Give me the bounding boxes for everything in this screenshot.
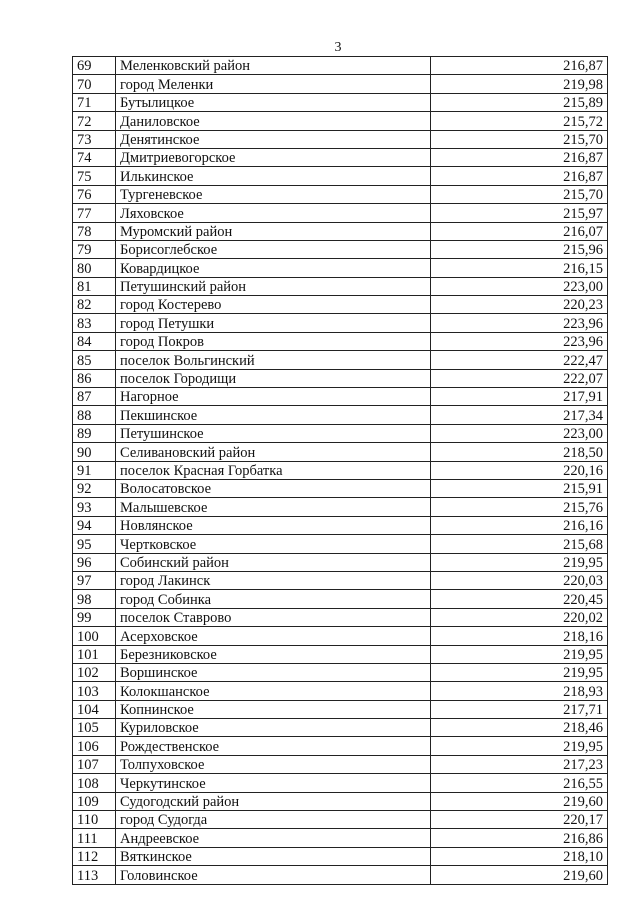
municipality-name-cell: Петушинское — [116, 424, 431, 442]
value-cell: 215,70 — [431, 185, 608, 203]
table-row — [73, 57, 608, 75]
value-cell: 220,16 — [431, 461, 608, 479]
value-cell: 220,23 — [431, 296, 608, 314]
table-row — [73, 277, 608, 295]
municipality-name-cell: поселок Ставрово — [116, 608, 431, 626]
value-cell: 223,96 — [431, 314, 608, 332]
municipality-name-cell: Илькинское — [116, 167, 431, 185]
row-number-cell: 104 — [73, 700, 116, 718]
value-cell: 217,34 — [431, 406, 608, 424]
value-cell: 219,95 — [431, 663, 608, 681]
row-number-cell: 70 — [73, 75, 116, 93]
table-row — [73, 719, 608, 737]
value-cell: 219,95 — [431, 737, 608, 755]
table-row — [73, 479, 608, 497]
table-row — [73, 571, 608, 589]
row-number-cell: 77 — [73, 204, 116, 222]
row-number-cell: 82 — [73, 296, 116, 314]
municipality-name-cell: Копнинское — [116, 700, 431, 718]
table-row — [73, 498, 608, 516]
municipality-name-cell: Андреевское — [116, 829, 431, 847]
value-cell: 216,16 — [431, 516, 608, 534]
row-number-cell: 113 — [73, 866, 116, 884]
value-cell: 220,03 — [431, 571, 608, 589]
table-row — [73, 112, 608, 130]
value-cell: 217,91 — [431, 388, 608, 406]
municipality-name-cell: Чертковское — [116, 535, 431, 553]
row-number-cell: 110 — [73, 811, 116, 829]
table-row — [73, 461, 608, 479]
value-cell: 219,95 — [431, 553, 608, 571]
row-number-cell: 96 — [73, 553, 116, 571]
table-row — [73, 847, 608, 865]
table-row — [73, 737, 608, 755]
row-number-cell: 105 — [73, 719, 116, 737]
table-row — [73, 792, 608, 810]
table-row — [73, 645, 608, 663]
municipality-name-cell: Борисоглебское — [116, 240, 431, 258]
value-cell: 220,02 — [431, 608, 608, 626]
value-cell: 219,95 — [431, 645, 608, 663]
row-number-cell: 103 — [73, 682, 116, 700]
value-cell: 216,87 — [431, 167, 608, 185]
table-row — [73, 608, 608, 626]
table-row — [73, 811, 608, 829]
row-number-cell: 73 — [73, 130, 116, 148]
row-number-cell: 89 — [73, 424, 116, 442]
row-number-cell: 107 — [73, 755, 116, 773]
municipality-name-cell: Меленковский район — [116, 57, 431, 75]
table-row — [73, 75, 608, 93]
value-cell: 218,16 — [431, 627, 608, 645]
row-number-cell: 99 — [73, 608, 116, 626]
municipality-name-cell: Денятинское — [116, 130, 431, 148]
value-cell: 218,50 — [431, 443, 608, 461]
table-row — [73, 296, 608, 314]
municipality-name-cell: Селивановский район — [116, 443, 431, 461]
value-cell: 218,93 — [431, 682, 608, 700]
municipality-name-cell: Колокшанское — [116, 682, 431, 700]
table-row — [73, 774, 608, 792]
municipality-name-cell: город Собинка — [116, 590, 431, 608]
value-cell: 222,07 — [431, 369, 608, 387]
row-number-cell: 87 — [73, 388, 116, 406]
page-number: 3 — [334, 40, 342, 55]
row-number-cell: 72 — [73, 112, 116, 130]
table-row — [73, 516, 608, 534]
value-cell: 216,07 — [431, 222, 608, 240]
row-number-cell: 95 — [73, 535, 116, 553]
municipality-name-cell: Петушинский район — [116, 277, 431, 295]
value-cell: 215,96 — [431, 240, 608, 258]
table-row — [73, 663, 608, 681]
municipality-name-cell: Воршинское — [116, 663, 431, 681]
municipality-name-cell: Судогодский район — [116, 792, 431, 810]
row-number-cell: 101 — [73, 645, 116, 663]
municipality-name-cell: Ковардицкое — [116, 259, 431, 277]
row-number-cell: 86 — [73, 369, 116, 387]
table-row — [73, 829, 608, 847]
value-cell: 215,89 — [431, 93, 608, 111]
table-row — [73, 369, 608, 387]
row-number-cell: 100 — [73, 627, 116, 645]
municipality-name-cell: город Судогда — [116, 811, 431, 829]
municipality-name-cell: Муромский район — [116, 222, 431, 240]
row-number-cell: 88 — [73, 406, 116, 424]
value-cell: 216,87 — [431, 148, 608, 166]
value-cell: 220,45 — [431, 590, 608, 608]
row-number-cell: 74 — [73, 148, 116, 166]
value-cell: 215,68 — [431, 535, 608, 553]
municipality-name-cell: город Лакинск — [116, 571, 431, 589]
row-number-cell: 90 — [73, 443, 116, 461]
row-number-cell: 83 — [73, 314, 116, 332]
row-number-cell: 102 — [73, 663, 116, 681]
row-number-cell: 93 — [73, 498, 116, 516]
row-number-cell: 84 — [73, 332, 116, 350]
table-row — [73, 700, 608, 718]
row-number-cell: 78 — [73, 222, 116, 240]
municipality-name-cell: Малышевское — [116, 498, 431, 516]
row-number-cell: 108 — [73, 774, 116, 792]
table-row — [73, 204, 608, 222]
value-cell: 218,46 — [431, 719, 608, 737]
row-number-cell: 79 — [73, 240, 116, 258]
municipality-name-cell: Черкутинское — [116, 774, 431, 792]
value-cell: 223,00 — [431, 277, 608, 295]
table-row — [73, 130, 608, 148]
municipality-name-cell: Асерховское — [116, 627, 431, 645]
value-cell: 215,91 — [431, 479, 608, 497]
row-number-cell: 112 — [73, 847, 116, 865]
value-cell: 215,70 — [431, 130, 608, 148]
value-cell: 216,86 — [431, 829, 608, 847]
table-row — [73, 388, 608, 406]
table-row — [73, 93, 608, 111]
table-row — [73, 627, 608, 645]
value-cell: 215,97 — [431, 204, 608, 222]
municipality-name-cell: Рождественское — [116, 737, 431, 755]
table-row — [73, 590, 608, 608]
data-table — [72, 56, 608, 885]
municipality-name-cell: город Петушки — [116, 314, 431, 332]
municipality-name-cell: Бутылицкое — [116, 93, 431, 111]
table-row — [73, 222, 608, 240]
municipality-name-cell: Березниковское — [116, 645, 431, 663]
municipality-name-cell: Куриловское — [116, 719, 431, 737]
row-number-cell: 98 — [73, 590, 116, 608]
value-cell: 215,72 — [431, 112, 608, 130]
table-row — [73, 148, 608, 166]
value-cell: 220,17 — [431, 811, 608, 829]
municipality-name-cell: Волосатовское — [116, 479, 431, 497]
row-number-cell: 69 — [73, 57, 116, 75]
table-row — [73, 866, 608, 884]
row-number-cell: 81 — [73, 277, 116, 295]
row-number-cell: 92 — [73, 479, 116, 497]
municipality-name-cell: Новлянское — [116, 516, 431, 534]
table-row — [73, 314, 608, 332]
value-cell: 219,60 — [431, 866, 608, 884]
municipality-name-cell: Нагорное — [116, 388, 431, 406]
table-row — [73, 553, 608, 571]
value-cell: 217,71 — [431, 700, 608, 718]
table-row — [73, 424, 608, 442]
value-cell: 219,60 — [431, 792, 608, 810]
table-row — [73, 332, 608, 350]
municipality-name-cell: Толпуховское — [116, 755, 431, 773]
value-cell: 215,76 — [431, 498, 608, 516]
municipality-name-cell: Дмитриевогорское — [116, 148, 431, 166]
table-row — [73, 351, 608, 369]
table-row — [73, 755, 608, 773]
value-cell: 216,15 — [431, 259, 608, 277]
row-number-cell: 94 — [73, 516, 116, 534]
row-number-cell: 111 — [73, 829, 116, 847]
row-number-cell: 106 — [73, 737, 116, 755]
municipality-name-cell: Головинское — [116, 866, 431, 884]
municipality-name-cell: Тургеневское — [116, 185, 431, 203]
value-cell: 222,47 — [431, 351, 608, 369]
table-row — [73, 167, 608, 185]
municipality-name-cell: Даниловское — [116, 112, 431, 130]
municipality-name-cell: город Покров — [116, 332, 431, 350]
value-cell: 216,87 — [431, 57, 608, 75]
table-row — [73, 406, 608, 424]
municipality-name-cell: поселок Красная Горбатка — [116, 461, 431, 479]
table-row — [73, 682, 608, 700]
table-body — [73, 57, 608, 885]
municipality-name-cell: Пекшинское — [116, 406, 431, 424]
value-cell: 218,10 — [431, 847, 608, 865]
row-number-cell: 91 — [73, 461, 116, 479]
row-number-cell: 71 — [73, 93, 116, 111]
value-cell: 217,23 — [431, 755, 608, 773]
municipality-name-cell: поселок Городищи — [116, 369, 431, 387]
municipality-name-cell: поселок Вольгинский — [116, 351, 431, 369]
row-number-cell: 76 — [73, 185, 116, 203]
row-number-cell: 97 — [73, 571, 116, 589]
row-number-cell: 85 — [73, 351, 116, 369]
row-number-cell: 75 — [73, 167, 116, 185]
table-row — [73, 443, 608, 461]
value-cell: 223,96 — [431, 332, 608, 350]
municipality-name-cell: город Меленки — [116, 75, 431, 93]
value-cell: 216,55 — [431, 774, 608, 792]
value-cell: 219,98 — [431, 75, 608, 93]
table-row — [73, 185, 608, 203]
row-number-cell: 80 — [73, 259, 116, 277]
municipality-name-cell: Собинский район — [116, 553, 431, 571]
row-number-cell: 109 — [73, 792, 116, 810]
municipality-name-cell: Вяткинское — [116, 847, 431, 865]
value-cell: 223,00 — [431, 424, 608, 442]
table-row — [73, 259, 608, 277]
municipality-name-cell: город Костерево — [116, 296, 431, 314]
table-row — [73, 240, 608, 258]
municipality-name-cell: Ляховское — [116, 204, 431, 222]
table-row — [73, 535, 608, 553]
